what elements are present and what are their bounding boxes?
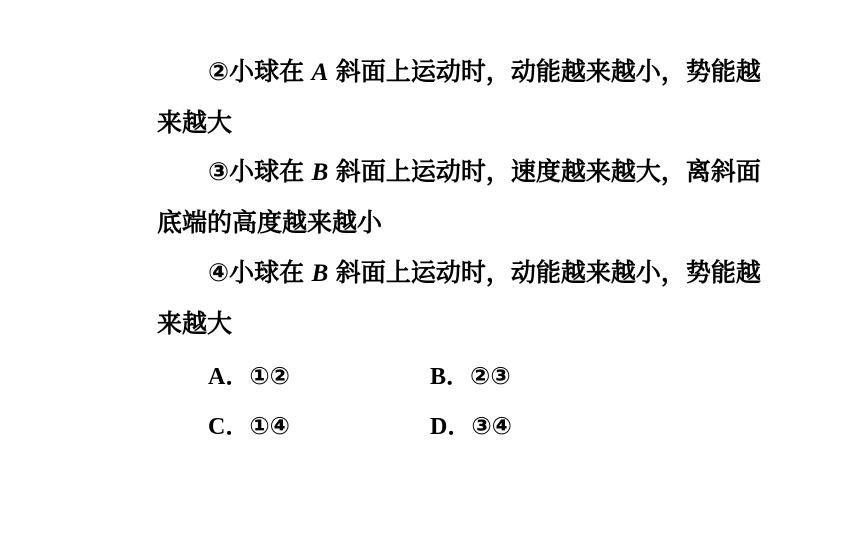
statement-2-line-1 [208, 55, 808, 90]
statement-3-variable: B [311, 159, 329, 186]
option-a-letter: A． [208, 364, 250, 390]
statement-3-line-1 [208, 155, 808, 190]
statement-3-text: 斜面上运动时，速度越来越大，离斜面 [335, 157, 761, 186]
statement-2-line-2: 来越大 [157, 108, 233, 137]
statement-4-variable: B [311, 260, 329, 287]
statement-2-prefix: ②小球在 [208, 57, 305, 86]
statement-4-text: 斜面上运动时，动能越来越小，势能越 [335, 258, 761, 287]
statement-4-line-1 [208, 256, 808, 291]
statement-4-prefix: ④小球在 [208, 258, 305, 287]
option-c[interactable] [208, 409, 290, 444]
option-d-value: ③④ [471, 412, 512, 440]
option-b-letter: B． [430, 364, 471, 390]
statement-2-variable: A [311, 59, 329, 86]
option-b-value: ②③ [470, 362, 511, 390]
option-d[interactable] [430, 409, 512, 444]
option-d-letter: D． [430, 414, 472, 440]
option-a-value: ①② [249, 362, 290, 390]
option-a[interactable] [208, 359, 290, 394]
statement-3-prefix: ③小球在 [208, 157, 305, 186]
statement-4-line-2: 来越大 [157, 309, 233, 338]
option-b[interactable] [430, 359, 511, 394]
statement-2-text: 斜面上运动时，动能越来越小，势能越 [335, 57, 761, 86]
statement-3-line-2: 底端的高度越来越小 [157, 208, 383, 237]
option-c-letter: C． [208, 414, 250, 440]
option-c-value: ①④ [249, 412, 290, 440]
